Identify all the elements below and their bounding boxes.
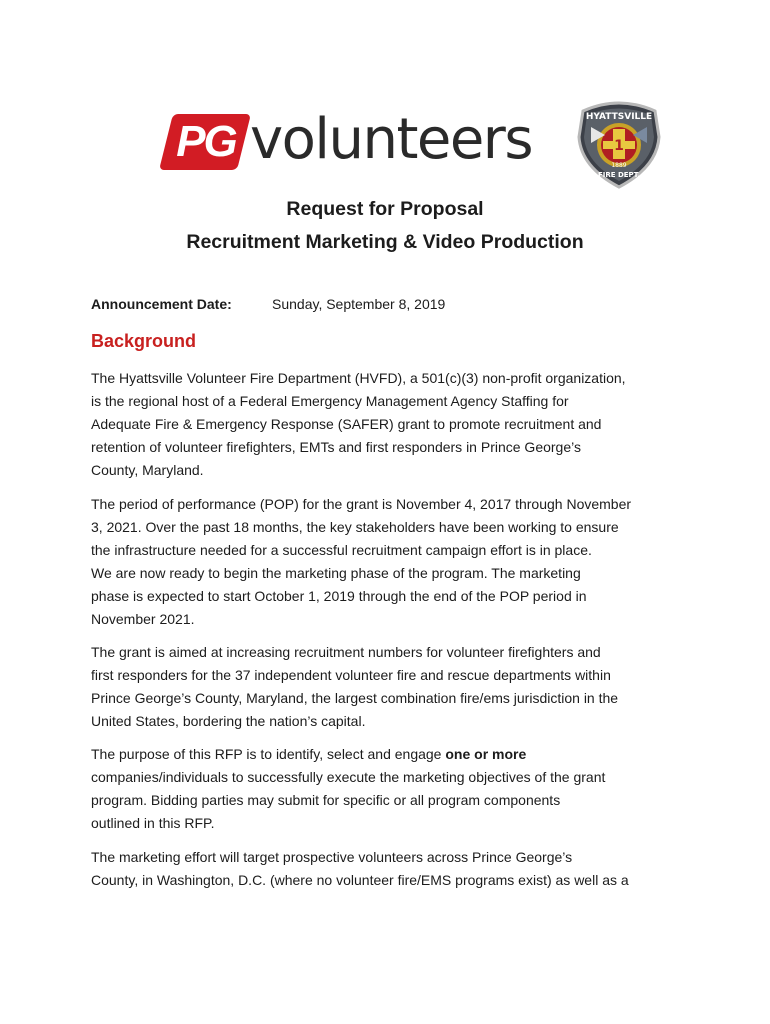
paragraph-line: Adequate Fire & Emergency Response (SAFER) grant to promote recruitment and bbox=[91, 416, 602, 432]
paragraph bbox=[91, 493, 691, 631]
paragraph-line: phase is expected to start October 1, 2019 through the end of the POP period in bbox=[91, 588, 587, 604]
document-subtitle: Recruitment Marketing & Video Production bbox=[186, 231, 584, 253]
paragraph-line: the infrastructure needed for a successful recruitment campaign effort is in place. bbox=[91, 542, 592, 558]
pg-logo-badge-text: PG bbox=[176, 117, 236, 166]
paragraph-line: outlined in this RFP. bbox=[91, 815, 215, 831]
paragraph-line: 3, 2021. Over the past 18 months, the key stakeholders have been working to ensure bbox=[91, 519, 619, 535]
paragraph-line: We are now ready to begin the marketing phase of the program. The marketing bbox=[91, 565, 581, 581]
paragraph-line: November 2021. bbox=[91, 611, 195, 627]
paragraph-line: County, Maryland. bbox=[91, 462, 204, 478]
document-title: Request for Proposal bbox=[286, 198, 484, 220]
paragraph-line: The period of performance (POP) for the grant is November 4, 2017 through November bbox=[91, 496, 632, 512]
paragraph-line: The Hyattsville Volunteer Fire Department (HVFD), a 501(c)(3) non-profit organization, bbox=[91, 370, 626, 386]
svg-text:1889: 1889 bbox=[611, 162, 627, 169]
paragraph-line: County, in Washington, D.C. (where no volunteer fire/EMS programs exist) as well as a bbox=[91, 872, 629, 888]
announcement-date-label: Announcement Date: bbox=[91, 296, 232, 312]
paragraph bbox=[91, 846, 691, 892]
paragraph bbox=[91, 743, 691, 835]
paragraph-line: The grant is aimed at increasing recruitment numbers for volunteer firefighters and bbox=[91, 644, 601, 660]
paragraph bbox=[91, 641, 691, 733]
paragraph bbox=[91, 367, 691, 482]
paragraph-text: The purpose of this RFP is to identify, select and engage bbox=[91, 746, 446, 762]
paragraph-line bbox=[91, 743, 691, 766]
hyattsville-fire-patch-logo bbox=[575, 97, 663, 189]
announcement-date-value: Sunday, September 8, 2019 bbox=[272, 296, 446, 312]
paragraph-line: is the regional host of a Federal Emergency Management Agency Staffing for bbox=[91, 393, 569, 409]
emphasis-text: one or more bbox=[445, 746, 527, 762]
paragraph-line: The marketing effort will target prospective volunteers across Prince George’s bbox=[91, 849, 573, 865]
paragraph-line: retention of volunteer firefighters, EMTs and first responders in Prince George’s bbox=[91, 439, 581, 455]
paragraph-line: United States, bordering the nation’s capital. bbox=[91, 713, 366, 729]
paragraph-line: program. Bidding parties may submit for specific or all program components bbox=[91, 792, 561, 808]
section-heading-background: Background bbox=[91, 331, 197, 351]
svg-text:HYATTSVILLE: HYATTSVILLE bbox=[585, 112, 653, 122]
svg-text:FIRE DEPT.: FIRE DEPT. bbox=[597, 171, 641, 179]
pg-logo-wordmark: volunteers bbox=[250, 107, 533, 172]
paragraph-line: companies/individuals to successfully execute the marketing objectives of the grant bbox=[91, 769, 606, 785]
paragraph-line: Prince George’s County, Maryland, the largest combination fire/ems jurisdiction in the bbox=[91, 690, 619, 706]
paragraph-line: first responders for the 37 independent volunteer fire and rescue departments within bbox=[91, 667, 611, 683]
svg-text:1: 1 bbox=[614, 138, 624, 154]
